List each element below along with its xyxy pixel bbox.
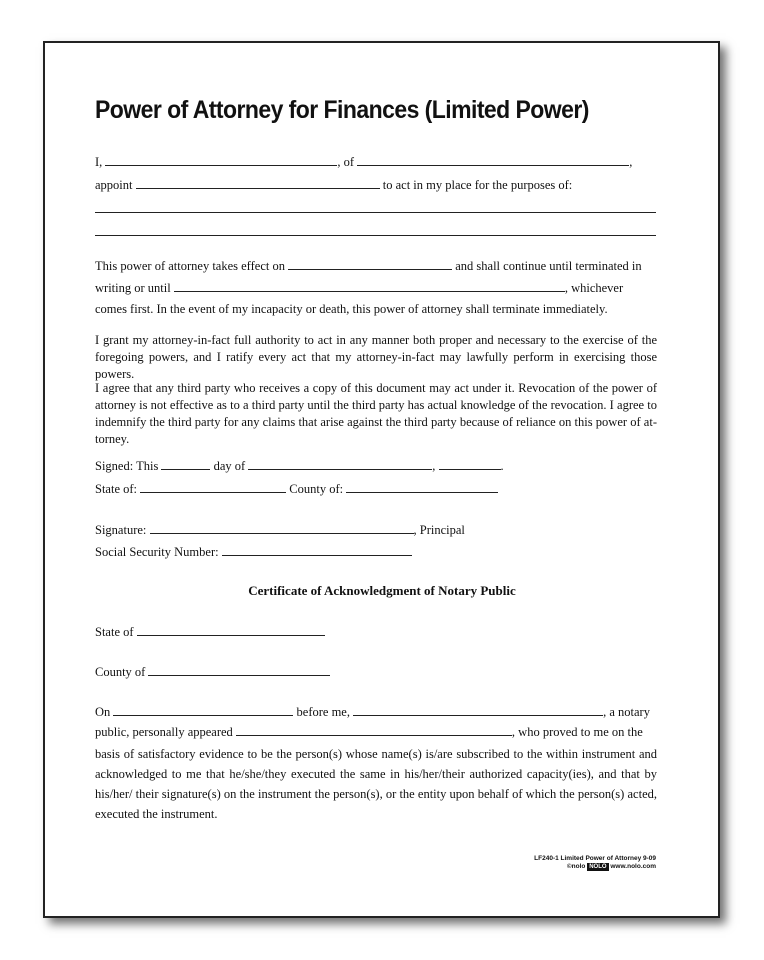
principal-name-field[interactable] [105,154,337,166]
notary-name-field[interactable] [353,704,603,716]
form-footer [534,855,656,871]
county-field[interactable] [346,481,498,493]
nolo-url[interactable]: www.nolo.com [610,863,656,870]
appoint-line [95,177,572,193]
notary-date-field[interactable] [113,704,293,716]
notary-state-line [95,624,325,640]
day-field[interactable] [161,458,210,470]
text-continue: and shall continue until terminated in [455,259,642,273]
text-who-proved: , who proved to me on the [511,725,643,739]
notary-county-line [95,664,330,680]
footer-brand [534,863,656,871]
text-before-me: before me, [296,705,350,719]
nolo-logo: NOLO [589,864,607,870]
notary-state-field[interactable] [137,624,325,636]
text-of: , of [337,155,355,169]
text-notary-county: County of [95,665,146,679]
form-code: LF240-1 Limited Power of Attorney 9-09 [534,855,656,862]
public-line [95,724,643,740]
text-ssn: Social Security Number: [95,545,219,559]
signed-line [95,458,504,474]
ssn-line [95,544,412,560]
text-day-of: day of [213,459,246,473]
text-writing: writing or until [95,281,171,295]
month-field[interactable] [248,458,432,470]
signature-line [95,522,465,538]
year-field[interactable] [439,458,501,470]
text-principal: , Principal [413,523,465,537]
effective-line [95,258,642,274]
text-comma2: , [432,459,436,473]
notary-body-paragraph: basis of satisfactory evidence to be the person(s) whose name(s) is/are subscribed to the within instrument and acknowledged to me that he/she/they executed the same in his/her/their authorized capacity(ies), and that by his/her/ their signature(s) on the instrument the person(s), or the entity upon behalf of which the person(s) acted, executed the instrument. [95,747,657,821]
termination-field[interactable] [174,280,565,292]
purposes-field-2[interactable] [95,235,656,236]
text-a-notary: , a notary [603,705,650,719]
ssn-field[interactable] [222,544,412,556]
text-county-of: County of: [289,482,344,496]
text-state-of: State of: [95,482,138,496]
purposes-field-1[interactable] [95,212,656,213]
principal-address-field[interactable] [357,154,629,166]
state-county-line [95,481,498,497]
text-personally-appeared: public, personally appeared [95,725,233,739]
attorney-name-field[interactable] [136,177,380,189]
text-period: . [500,459,504,473]
text-i: I, [95,155,103,169]
grant-paragraph: I grant my attorney-in-fact full authority to act in any manner both proper and necessary to the exercise of the foregoing powers, and I ratify every act that my attorney-in-fact may lawfully perform in exercising those powers. [95,333,657,381]
certificate-title: Certificate of Acknowledgment of Notary Public [248,583,516,598]
writing-line [95,280,623,296]
text-whichever: , whichever [564,281,624,295]
text-appoint: appoint [95,178,133,192]
comes-first-text: comes first. In the event of my incapacity or death, this power of attorney shall terminate immediately. [95,302,608,316]
text-comma: , [629,155,633,169]
text-signature: Signature: [95,523,147,537]
nolo-copyright: ©nolo [566,863,586,870]
text-signed: Signed: This [95,459,159,473]
principal-line [95,154,632,170]
text-effective: This power of attorney takes effect on [95,259,285,273]
document-title: Power of Attorney for Finances (Limited Power) [95,96,589,124]
signature-field[interactable] [150,522,414,534]
text-notary-state: State of [95,625,134,639]
state-field[interactable] [140,481,286,493]
text-purposes: to act in my place for the purposes of: [382,178,573,192]
notary-county-field[interactable] [148,664,330,676]
text-on: On [95,705,111,719]
on-line [95,704,650,720]
third-party-paragraph: I agree that any third party who receives a copy of this document may act under it. Revocation of the power of attorney is not effective as to a third party until the third party has actual knowledge of the revocation. I agree to indemnify the third party for any claims that arise against the third party because of reliance on this power of attorney. [95,381,657,446]
appeared-name-field[interactable] [236,724,512,736]
effective-date-field[interactable] [288,258,452,270]
